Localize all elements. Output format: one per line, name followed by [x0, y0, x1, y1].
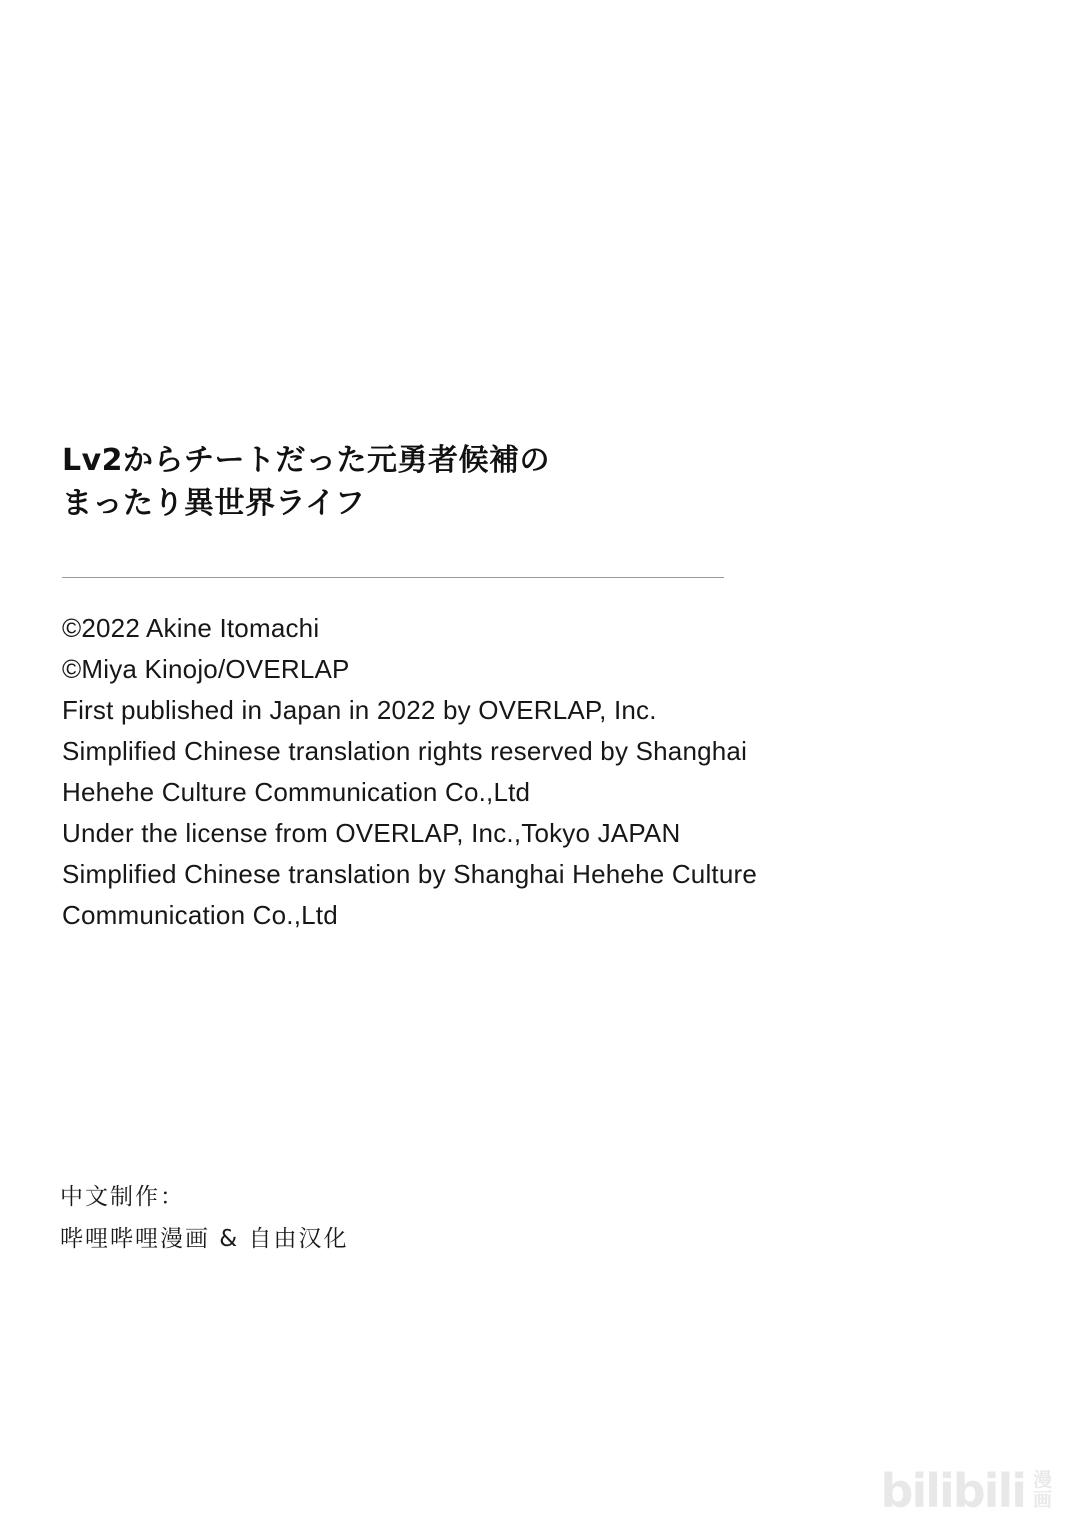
divider: [62, 577, 724, 578]
copyright-line: ©Miya Kinojo/OVERLAP: [62, 654, 350, 684]
bilibili-watermark: [880, 1464, 1052, 1518]
copyright-line: Under the license from OVERLAP, Inc.,Tokyo JAPAN: [62, 818, 681, 848]
copyright-line: Communication Co.,Ltd: [62, 900, 338, 930]
watermark-manga-label: [1033, 1471, 1052, 1514]
copyright-line: Hehehe Culture Communication Co.,Ltd: [62, 777, 531, 807]
copyright-block: [62, 608, 962, 936]
work-title-line-1: Lv2からチートだった元勇者候補の: [62, 443, 551, 478]
watermark-logo-text: bilibili: [880, 1464, 1025, 1518]
copyright-line: First published in Japan in 2022 by OVERLAP, Inc.: [62, 695, 657, 725]
copyright-line: Simplified Chinese translation by Shanghai Hehehe Culture: [62, 859, 758, 889]
production-value: 哔哩哔哩漫画 & 自由汉化: [60, 1226, 349, 1252]
production-credits: [60, 1176, 760, 1260]
work-title: [62, 440, 982, 525]
watermark-manga-char-2: 画: [1032, 1489, 1052, 1512]
production-label: 中文制作：: [60, 1184, 185, 1210]
copyright-line: ©2022 Akine Itomachi: [62, 613, 320, 643]
copyright-line: Simplified Chinese translation rights reserved by Shanghai: [62, 736, 748, 766]
watermark-manga-char-1: 漫: [1032, 1469, 1052, 1492]
work-title-line-2: まったり異世界ライフ: [62, 485, 366, 521]
